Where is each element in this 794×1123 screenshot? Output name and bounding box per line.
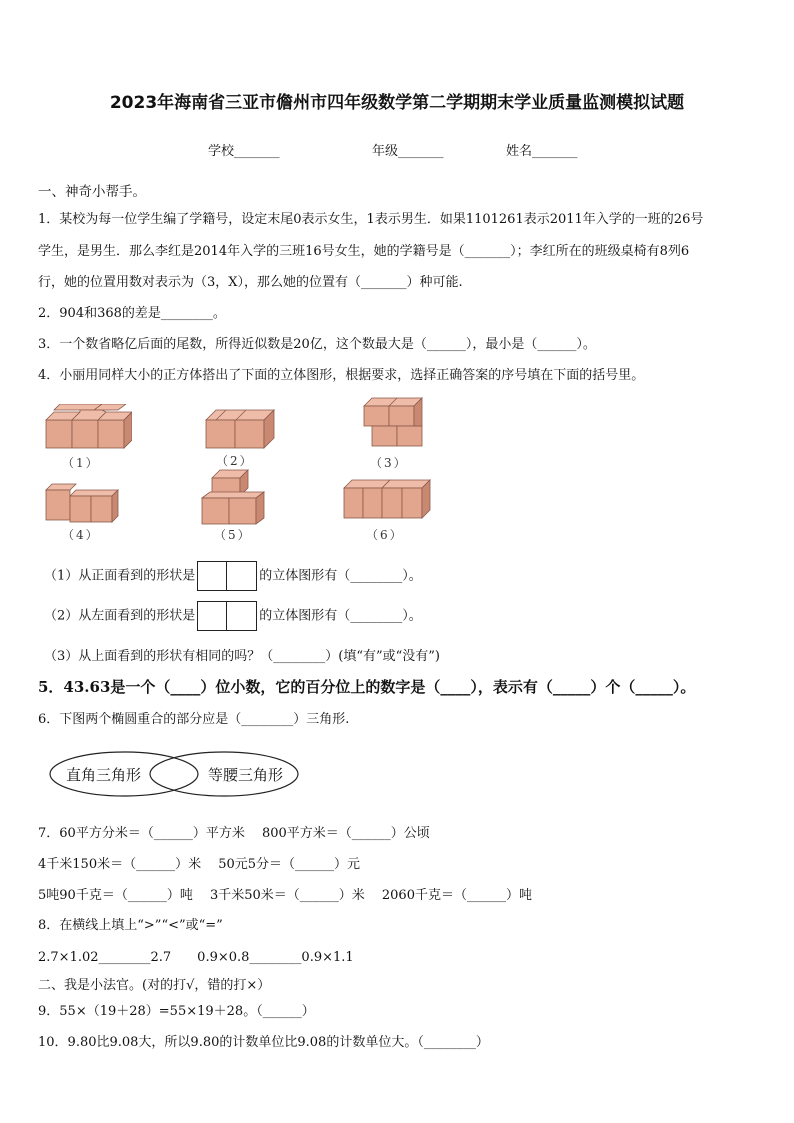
cube-figure-6: [340, 474, 434, 524]
ellipse-label-right: 等腰三角形: [208, 766, 284, 784]
q4-sub-2: [44, 599, 422, 634]
q3: 3．一个数省略亿后面的尾数，所得近似数是20亿，这个数最大是（______），最小是（______）。: [38, 337, 596, 352]
figure-caption-5: （5）: [214, 528, 252, 542]
q7-line-3: 5吨90千克＝（______）吨 3千米50米＝（______）米 2060千克＝（______）吨: [38, 888, 532, 903]
q6-stem: 6．下图两个椭圆重合的部分应是（________）三角形.: [38, 712, 350, 727]
q1-line-3: 行，她的位置用数对表示为（3，X），那么她的位置有（_______）种可能.: [38, 275, 463, 290]
cube-figure-5: [198, 468, 270, 528]
two-square-left-view: [197, 599, 257, 633]
figure-caption-1: （1）: [62, 456, 100, 470]
page-title: 2023年海南省三亚市儋州市四年级数学第二学期期末学业质量监测模拟试题: [109, 93, 685, 113]
q1-line-2: 学生，是男生．那么李红是2014年入学的三班16号女生，她的学籍号是（_______）；李红所在的班级桌椅有8列6: [38, 244, 690, 259]
q4-sub-2-pre: （2）从左面看到的形状是: [44, 608, 196, 624]
q4-sub-2-post: 的立体图形有（________）。: [259, 608, 422, 624]
grade-field: 年级_______: [372, 144, 444, 159]
two-square-front-view: [197, 559, 257, 593]
name-field: 姓名_______: [506, 144, 578, 159]
q4-sub-1: [44, 559, 422, 594]
cube-figure-1: [42, 404, 132, 452]
q2: 2．904和368的差是________。: [38, 306, 226, 321]
q8-stem: 8．在横线上填上“>”“<”或“=”: [38, 918, 223, 933]
q7-line-2: 4千米150米＝（______）米 50元5分＝（______）元: [38, 857, 361, 872]
section-2-heading: 二、我是小法官。(对的打√，错的打×）: [38, 978, 271, 993]
cube-figure-4: [42, 480, 122, 526]
ellipse-label-left: 直角三角形: [66, 766, 142, 784]
q5: 5．43.63是一个（____）位小数，它的百分位上的数字是（____），表示有（_____）个（_____）。: [38, 678, 696, 696]
cube-figure-2: [202, 404, 278, 452]
q8-line: 2.7×1.02________2.7 0.9×0.8________0.9×1.1: [38, 950, 354, 965]
school-field: 学校_______: [208, 144, 280, 159]
figure-caption-3: （3）: [370, 456, 408, 470]
figure-caption-4: （4）: [62, 528, 100, 542]
q4-stem: 4．小丽用同样大小的正方体搭出了下面的立体图形，根据要求，选择正确答案的序号填在下面的括号里。: [38, 368, 645, 383]
section-1-heading: 一、神奇小帮手。: [38, 184, 146, 200]
cube-figure-3: [360, 396, 426, 452]
figure-caption-6: （6）: [366, 528, 404, 542]
q9: 9．55×（19＋28）=55×19＋28。（______）: [38, 1004, 315, 1019]
figure-caption-2: （2）: [216, 454, 254, 468]
q1-line-1: 1．某校为每一位学生编了学籍号，设定末尾0表示女生，1表示男生．如果1101261表示2011年入学的一班的26号: [38, 212, 704, 227]
q10: 10．9.80比9.08大，所以9.80的计数单位比9.08的计数单位大。（________）: [38, 1035, 489, 1050]
q4-sub-1-post: 的立体图形有（________）。: [259, 568, 422, 584]
q7-line-1: 7．60平方分米＝（______）平方米 800平方米＝（______）公顷: [38, 826, 430, 841]
q4-sub-3: （3）从上面看到的形状有相同的吗？（________）(填“有”或“没有”): [44, 649, 440, 664]
q4-sub-1-pre: （1）从正面看到的形状是: [44, 568, 196, 584]
